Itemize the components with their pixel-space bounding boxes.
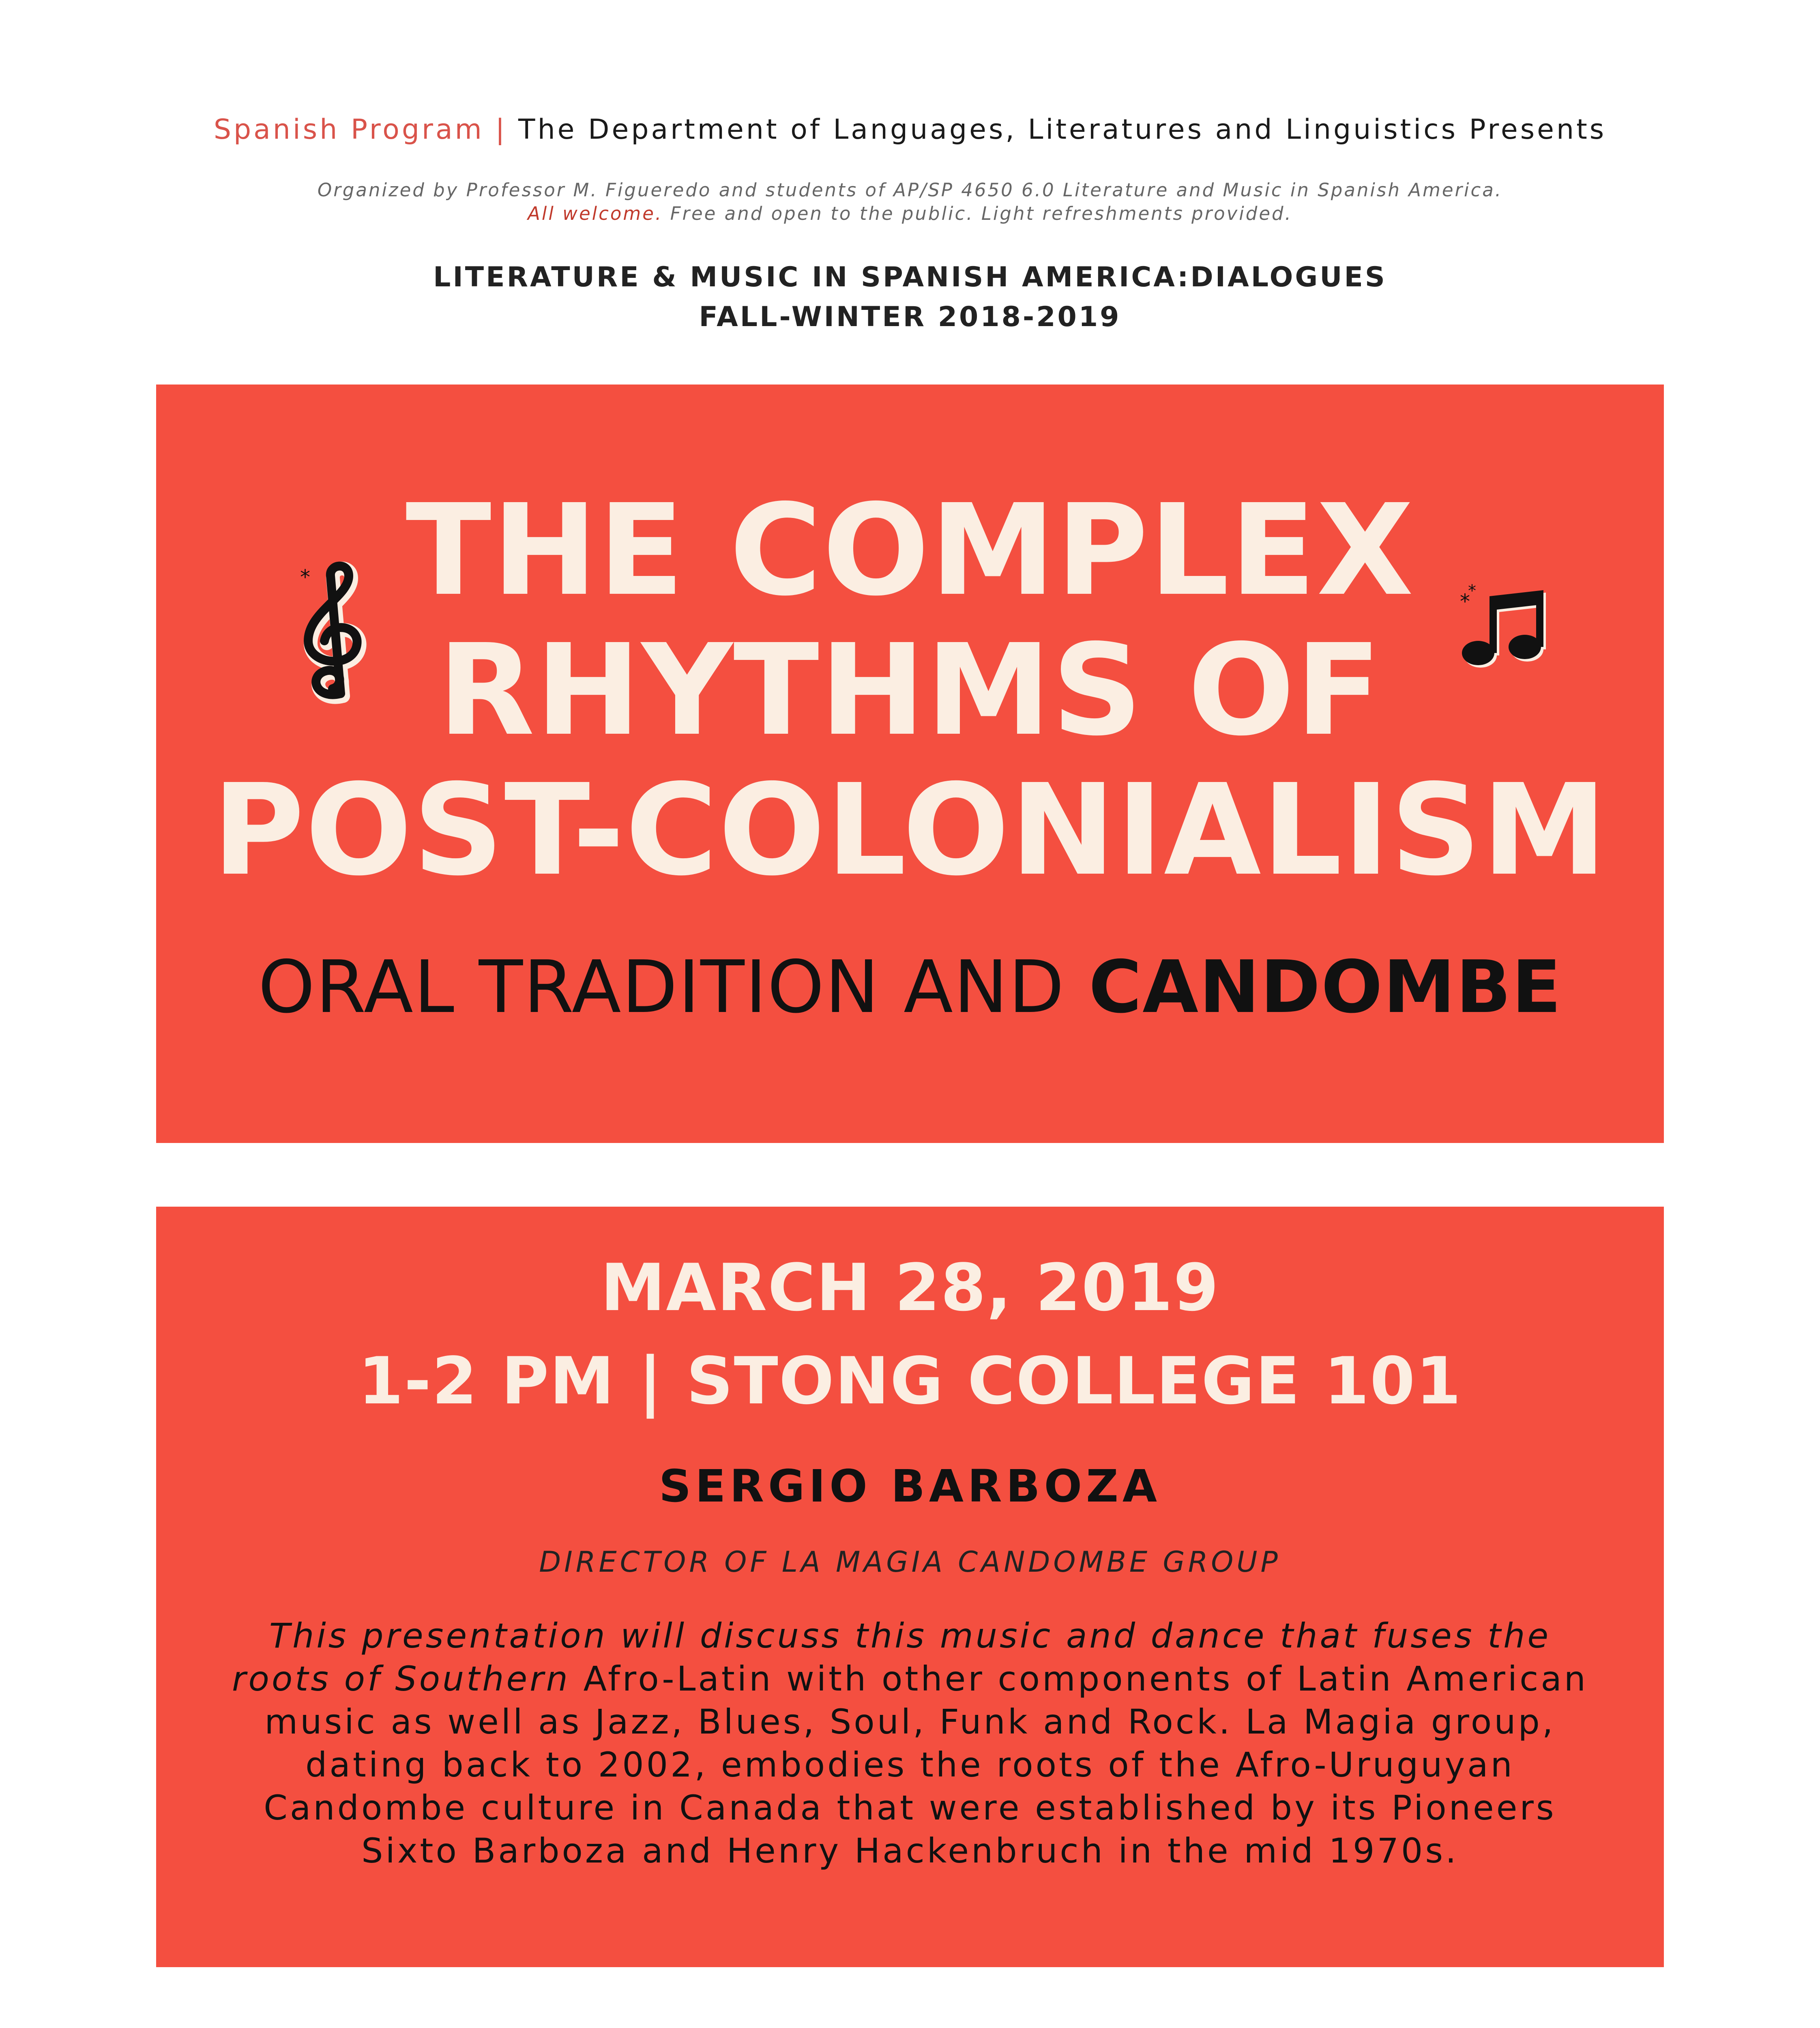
- separator: |: [495, 114, 507, 146]
- welcome-text: All welcome.: [528, 203, 663, 224]
- svg-text:*: *: [1468, 582, 1476, 600]
- date-time-block: [0, 1241, 1820, 1428]
- program-name: Spanish Program: [213, 114, 484, 146]
- event-description: [227, 1614, 1593, 1872]
- subtitle-light: ORAL TRADITION AND: [258, 945, 1065, 1029]
- event-subtitle: [0, 945, 1820, 1029]
- svg-text:*: *: [1460, 590, 1470, 613]
- series-title: LITERATURE & MUSIC IN SPANISH AMERICA:DIALOGUES: [433, 261, 1387, 293]
- speaker-role: DIRECTOR OF LA MAGIA CANDOMBE GROUP: [539, 1545, 1281, 1579]
- event-date: MARCH 28, 2019: [601, 1250, 1219, 1326]
- title-line-1: THE COMPLEX: [406, 477, 1414, 624]
- title-line-3: POST-COLONIALISM: [212, 757, 1608, 904]
- event-title: [0, 477, 1820, 904]
- svg-text:*: *: [300, 565, 310, 589]
- public-note: [0, 202, 1820, 226]
- presenter-line: [0, 114, 1820, 146]
- speaker-name: SERGIO BARBOZA: [659, 1460, 1161, 1512]
- organized-line: Organized by Professor M. Figueredo and students of AP/SP 4650 6.0 Literature and Music in Spanish America.: [317, 179, 1503, 201]
- title-line-2: RHYTHMS OF: [438, 617, 1382, 764]
- series-term: FALL-WINTER 2018-2019: [699, 301, 1121, 333]
- description-italic: This presentation will discuss this music and dance that fuses the roots of Southern: [232, 1616, 1551, 1699]
- description-rest: Afro-Latin with other components of Latin American music as well as Jazz, Blues, Soul, Funk and Rock. La Magia group, dating back to 2002, embodies the roots of the Afro-Uruguyan Candombe culture in Canada that were established by its Pioneers Sixto Barboza and Henry Hackenbruch in the mid 1970s.: [264, 1659, 1588, 1871]
- organizer-note: [0, 178, 1820, 226]
- event-time-place: 1-2 PM | STONG COLLEGE 101: [358, 1343, 1462, 1419]
- department-name: The Department of Languages, Literatures and Linguistics Presents: [518, 114, 1607, 146]
- subtitle-bold: CANDOMBE: [1088, 945, 1562, 1029]
- public-text: Free and open to the public. Light refreshments provided.: [670, 203, 1292, 224]
- series-heading: [0, 258, 1820, 337]
